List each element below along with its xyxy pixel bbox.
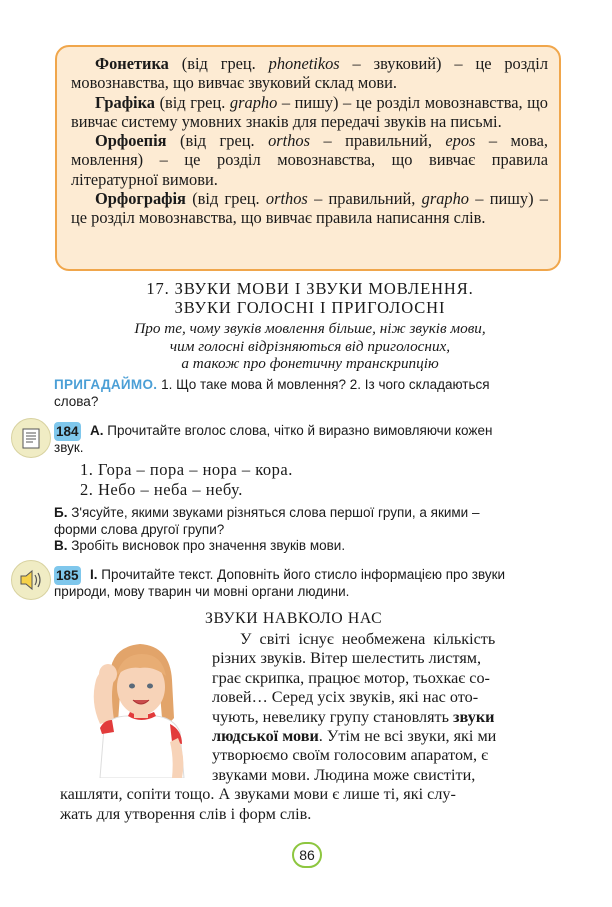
word-group-1: 1. Гора – пора – нора – кора. [80, 460, 293, 479]
definition-orthography: Орфографія (від грец. orthos – правильний, grapho – пишу) – це розділ мовознавства, що вивчає правила написання слів. [71, 189, 548, 228]
definition-graphics: Графіка (від грец. grapho – пишу) – це розділ мовознавства, що вивчає систему умовних знаків для передачі звуків на письмі. [71, 92, 548, 131]
definition-orthoepy: Орфоепія (від грец. orthos – правильний, epos – мова, мовлення) – це розділ мовознавства, що вивчає правила літературної вимови. [71, 131, 548, 189]
exercise-185-task-cont: природи, мову тварин чи мовні органи людини. [54, 584, 350, 599]
section-title-line2: ЗВУКИ ГОЛОСНІ І ПРИГОЛОСНІ [174, 298, 446, 317]
read-aloud-icon [11, 418, 51, 458]
word-group-2: 2. Небо – неба – небу. [80, 480, 243, 499]
section-subtitle: Про те, чому звуків мовлення більше, ніж звуків мови, чим голосні відрізняються від приголосних, а також про фонетичну транскрипцію [134, 320, 486, 372]
listen-speaker-icon [11, 560, 51, 600]
story-text: У світі існує необмежена кількість різних звуків. Вітер шелестить листям, грає скрипка, працює мотор, тьохкає со- ловей… Серед усіх звуків, які нас ото- чують, невелику групу становлять звуки людської мови. Утім не всі звуки, які ми утворюємо своїм голосовим апаратом, є звуками мови. Людина може свистіти, кашляти, сопіти тощо. А звуками мови є лише ті, які слу- жать для утворення слів і форм слів. [60, 630, 497, 823]
exercise-184-task-c: В. Зробіть висновок про значення звуків мови. [54, 538, 346, 553]
remember-block: ПРИГАДАЙМО. 1. Що таке мова й мовлення? 2. Із чого складаються слова? [54, 377, 490, 409]
definition-phonetics: Фонетика (від грец. phonetikos – звуковий) – це розділ мовознавства, що вивчає звуковий склад мови. [71, 54, 549, 93]
remember-label: ПРИГАДАЙМО. [54, 377, 158, 392]
story-title: ЗВУКИ НАВКОЛО НАС [205, 610, 383, 627]
exercise-185-task: І. Прочитайте текст. Доповніть його стисло інформацією про звуки [90, 567, 506, 582]
exercise-184-task-b: Б. З'ясуйте, якими звуками різняться слова першої групи, а якими – форми слова другої групи? [54, 505, 480, 537]
definitions-box [55, 45, 561, 271]
page-number: 86 [292, 842, 322, 868]
exercise-184-number: 184 [56, 424, 79, 439]
exercise-185-number: 185 [56, 568, 79, 583]
exercise-184-task: А. Прочитайте вголос слова, чітко й виразно вимовляючи кожен [90, 423, 493, 438]
exercise-184-task-cont: звук. [54, 440, 84, 455]
section-title-line1: 17. ЗВУКИ МОВИ І ЗВУКИ МОВЛЕННЯ. [146, 279, 474, 298]
